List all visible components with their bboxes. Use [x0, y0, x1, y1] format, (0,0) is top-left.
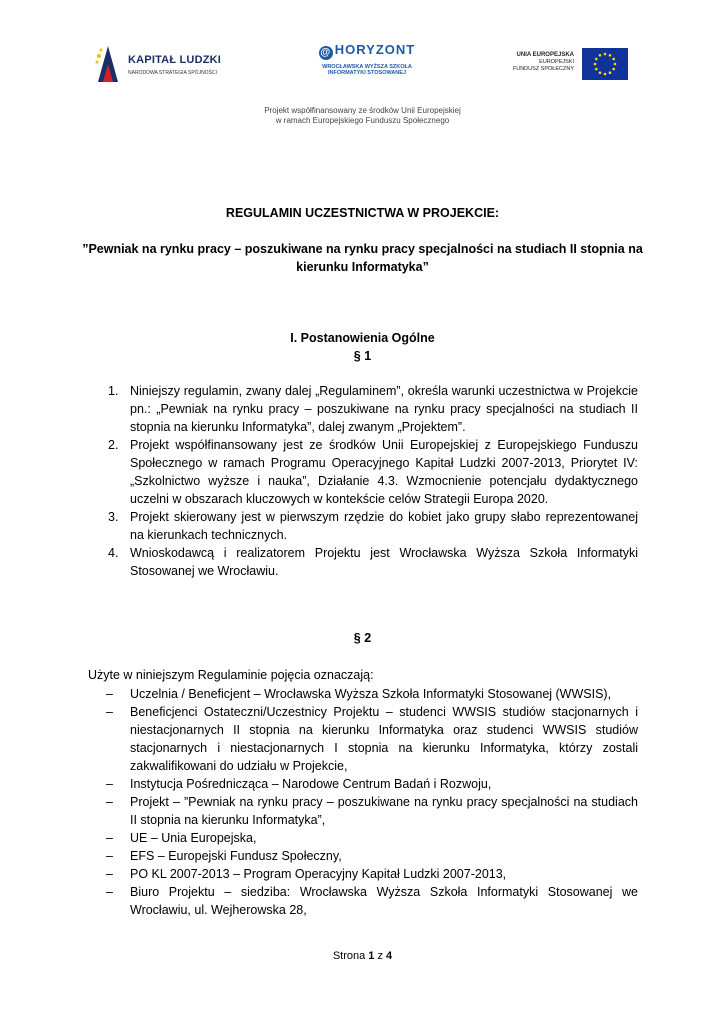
section2-paragraph-mark: § 2: [353, 631, 372, 645]
document-title: REGULAMIN UCZESTNICTWA W PROJEKCIE:: [225, 206, 500, 220]
list-item: [88, 685, 638, 703]
eu-logo: [500, 46, 630, 86]
page-label: Strona: [332, 950, 366, 962]
eu-text: [500, 52, 574, 73]
list-item-text: Instytucja Pośrednicząca – Narodowe Centrum Badań i Rozwoju,: [130, 777, 492, 791]
list-item: [88, 544, 638, 580]
dash-bullet: –: [106, 849, 113, 863]
total-pages: 4: [386, 950, 393, 962]
kapital-ludzki-logo: [94, 44, 234, 86]
logo-row: [0, 40, 725, 90]
list-item-text: Wnioskodawcą i realizatorem Projektu jest Wrocławska Wyższa Szkoła Informatyki Stosowanej we Wrocławiu.: [130, 546, 638, 578]
list-item: [88, 382, 638, 436]
dash-bullet: –: [106, 867, 113, 881]
list-item: [88, 775, 638, 793]
list-item-text: Biuro Projektu – siedziba: Wrocławska Wyższa Szkoła Informatyki Stosowanej we Wrocławiu, ul. Wejherowska 28,: [130, 885, 638, 917]
eu-line1: UNIA EUROPEJSKA: [516, 52, 574, 58]
cofinancing-line1: Projekt współfinansowany ze środków Unii Europejskiej: [264, 106, 461, 115]
list-item-text: Projekt współfinansowany jest ze środków Unii Europejskiej z Europejskiego Funduszu Społecznego w ramach Programu Operacyjnego Kapitał Ludzki 2007-2013, Priorytet IV: „Szkolnictwo wyższe i nauka”, Działanie 4.3. Wzmocnienie potencjału dydaktycznego uczelni w obszarach kluczowych w kontekście celów Strategii Europa 2020.: [130, 438, 638, 506]
dash-bullet: –: [106, 705, 113, 719]
eu-line3: FUNDUSZ SPOŁECZNY: [512, 66, 574, 72]
list-item: [88, 847, 638, 865]
section2-definitions-list: [88, 685, 638, 919]
list-item-text: Beneficjenci Ostateczni/Uczestnicy Projektu – studenci WWSIS studiów stacjonarnych i niestacjonarnych II stopnia na kierunku Informatyka oraz studenci WWSIS studiów stacjonarnych i niestacjonarnych I stopnia na kierunku Informatyka, którzy zostali zakwalifikowani do udziału w Projekcie,: [130, 705, 638, 773]
page-footer: [0, 950, 725, 962]
list-item-number: 2.: [108, 438, 119, 452]
list-item-number: 3.: [108, 510, 119, 524]
list-item-text: Projekt – ”Pewniak na rynku pracy – poszukiwane na rynku pracy specjalności na studiach II stopnia na kierunku Informatyka”,: [130, 795, 638, 827]
list-item: [88, 829, 638, 847]
list-item-text: UE – Unia Europejska,: [130, 831, 257, 845]
list-item-text: PO KL 2007-2013 – Program Operacyjny Kapitał Ludzki 2007-2013,: [130, 867, 507, 881]
list-item: [88, 883, 638, 919]
dash-bullet: –: [106, 831, 113, 845]
list-item: [88, 793, 638, 829]
horyzont-name-text: HORYZONT: [334, 42, 416, 57]
cofinancing-note: [0, 106, 725, 126]
cofinancing-line2: w ramach Europejskiego Funduszu Społecznego: [275, 116, 450, 125]
list-item-number: 4.: [108, 546, 119, 560]
horyzont-logo: [312, 42, 422, 88]
kapital-ludzki-title: KAPITAŁ LUDZKI: [128, 54, 222, 66]
list-item: [88, 865, 638, 883]
list-item-number: 1.: [108, 384, 119, 398]
list-item-text: EFS – Europejski Fundusz Społeczny,: [130, 849, 342, 863]
list-item: [88, 508, 638, 544]
section1-list: [88, 382, 638, 580]
dash-bullet: –: [106, 777, 113, 791]
list-item-text: Uczelnia / Beneficjent – Wrocławska Wyższa Szkoła Informatyki Stosowanej (WWSIS),: [130, 687, 612, 701]
section2-intro: Użyte w niniejszym Regulaminie pojęcia oznaczają:: [88, 668, 374, 682]
list-item-text: Niniejszy regulamin, zwany dalej „Regulaminem”, określa warunki uczestnictwa w Projekcie pn.: „Pewniak na rynku pracy – poszukiwane na rynku pracy specjalności na studiach II stopnia na kierunku Informatyka”, dalej zwanym „Projektem”.: [130, 384, 638, 434]
horyzont-line1: WROCŁAWSKA WYŻSZA SZKOŁA: [322, 64, 412, 70]
list-item: [88, 436, 638, 508]
dash-bullet: –: [106, 687, 113, 701]
horyzont-line2: INFORMATYKI STOSOWANEJ: [327, 70, 407, 76]
section1-heading: I. Postanowienia Ogólne: [290, 331, 435, 345]
list-item: [88, 703, 638, 775]
eu-line2: EUROPEJSKI: [539, 59, 574, 65]
dash-bullet: –: [106, 795, 113, 809]
document-subtitle: ”Pewniak na rynku pracy – poszukiwane na rynku pracy specjalności na studiach II stopnia na kierunku Informatyka”: [82, 242, 643, 274]
eu-flag-icon: [582, 48, 628, 80]
dash-bullet: –: [106, 885, 113, 899]
horyzont-name: [312, 42, 422, 60]
section1-paragraph-mark: § 1: [353, 349, 372, 363]
current-page: 1: [368, 950, 375, 962]
kapital-ludzki-subtitle: NARODOWA STRATEGIA SPÓJNOŚCI: [128, 70, 217, 76]
list-item-text: Projekt skierowany jest w pierwszym rzędzie do kobiet jako grupy słabo reprezentowanej na kierunkach technicznych.: [130, 510, 638, 542]
kapital-ludzki-emblem-icon: [94, 44, 122, 86]
of-label: z: [377, 950, 383, 962]
at-sign-icon: @: [320, 47, 332, 58]
